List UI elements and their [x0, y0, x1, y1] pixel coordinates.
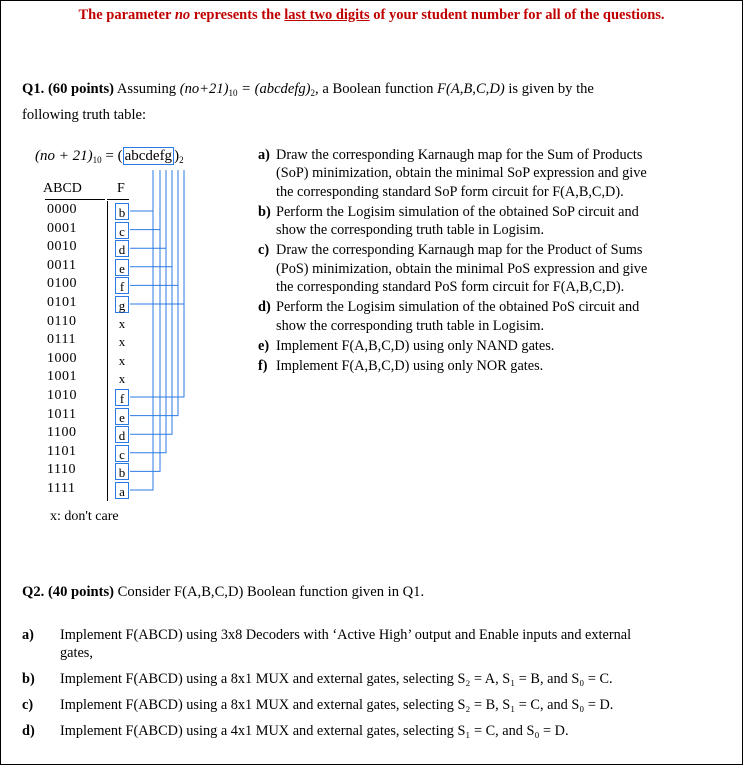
- table-row-abcd: 1101: [47, 443, 77, 459]
- q2-item: [22, 670, 631, 688]
- q2-item-text: Implement F(ABCD) using 3x8 Decoders with ‘Active High’ output and Enable inputs and external: [60, 627, 632, 643]
- q1-item-label: d): [258, 299, 271, 316]
- table-row-abcd: 1111: [47, 481, 76, 496]
- table-row-f: a: [115, 482, 129, 499]
- q1-intro-line2: following truth table:: [22, 107, 147, 123]
- connector-line: [130, 170, 166, 453]
- q2-item-text: Implement F(ABCD) using a 8x1 MUX and external gates, selecting S₂ = B, S₁ = C, and S₀ = D.: [60, 697, 614, 713]
- table-row-f: x: [118, 352, 126, 368]
- q1-item-label: a): [258, 147, 270, 163]
- q2-item-text: gates,: [60, 645, 93, 661]
- table-row-f: g: [115, 296, 129, 313]
- q1-item: [258, 203, 647, 240]
- q2-item-text: Implement F(ABCD) using a 4x1 MUX and external gates, selecting S₁ = C, and S₀ = D.: [60, 723, 569, 739]
- q1-item-text: Implement F(A,B,C,D) using only NOR gates.: [276, 358, 544, 375]
- table-row-abcd: 0100: [47, 276, 77, 292]
- q1-item: [258, 337, 647, 355]
- q2-item-label: c): [22, 697, 34, 713]
- table-row-abcd: 0101: [47, 295, 77, 310]
- dont-care-note: x: don't care: [50, 509, 119, 524]
- q1-item-text: (PoS) minimization, obtain the minimal PoS expression and give: [276, 260, 648, 277]
- table-row-f: e: [115, 408, 129, 425]
- col-f-header: F: [117, 181, 125, 196]
- q2-item-label: a): [22, 627, 34, 643]
- connector-line: [130, 170, 184, 397]
- table-row-f: x: [118, 315, 126, 331]
- q1-item-text: Implement F(A,B,C,D) using only NAND gates.: [276, 337, 555, 354]
- q1-item-label: e): [258, 337, 270, 354]
- table-equation: $(no + 21)_{10}$ = ( abcdefg )$_2$: [35, 148, 184, 165]
- table-row-abcd: 0001: [47, 220, 77, 236]
- table-row-abcd: 1001: [47, 369, 77, 385]
- q1-item-label: b): [258, 203, 271, 220]
- q2-item: [22, 696, 631, 714]
- table-row-f: d: [115, 240, 129, 257]
- table-row-abcd: 0010: [47, 239, 77, 255]
- table-row-f: f: [115, 277, 129, 294]
- table-row-f: c: [115, 222, 129, 239]
- table-row-f: e: [115, 259, 129, 276]
- q2-item: [22, 626, 631, 662]
- q2-item-list: [22, 626, 631, 748]
- q2-item: [22, 722, 631, 740]
- q1-item-text: Perform the Logisim simulation of the obtained PoS circuit and: [276, 299, 640, 316]
- table-row-f: c: [115, 445, 129, 462]
- q2-item-label: d): [22, 723, 35, 739]
- table-row-abcd: 1000: [47, 350, 77, 366]
- table-row-f: x: [118, 371, 126, 387]
- table-row-abcd: 1110: [47, 462, 76, 478]
- q1-item: [258, 241, 647, 296]
- table-row-abcd: 0000: [47, 202, 77, 217]
- table-row-f: x: [118, 334, 126, 350]
- q1-item-text: the corresponding standard PoS form circuit for F(A,B,C,D).: [276, 279, 625, 296]
- q1-intro: Q1. (60 points) Assuming $(no+21)_{10}$ = $(abcdefg)_2$, a Boolean function F(A,B,C,D) is given by the: [22, 81, 594, 98]
- connector-line: [130, 170, 160, 471]
- col-abcd-header: ABCD: [43, 181, 82, 196]
- q1-item-list: [258, 146, 647, 378]
- q1-item-text: the corresponding standard SoP form circuit for F(A,B,C,D).: [276, 183, 624, 200]
- connector-line: [130, 170, 153, 490]
- q1-item: [258, 146, 647, 201]
- bit-connectors: [0, 0, 300, 500]
- q1-item-label: c): [258, 242, 270, 259]
- q1-item-text: Draw the corresponding Karnaugh map for the Product of Sums: [276, 242, 643, 259]
- table-row-f: b: [115, 463, 129, 480]
- table-row-abcd: 1010: [47, 388, 77, 403]
- q2-item-label: b): [22, 671, 35, 687]
- q2-item-text: Implement F(ABCD) using a 8x1 MUX and external gates, selecting S₂ = A, S₁ = B, and S₀ = C.: [60, 671, 613, 687]
- q1-item: [258, 298, 647, 335]
- q1-item-text: (SoP) minimization, obtain the minimal SoP expression and give: [276, 165, 647, 182]
- q1-item: [258, 357, 647, 375]
- table-row-f: b: [115, 203, 129, 220]
- q2-intro: Q2. (40 points) Consider F(A,B,C,D) Boolean function given in Q1.: [22, 584, 425, 600]
- table-row-f: f: [115, 389, 129, 406]
- q1-item-text: show the corresponding truth table in Logisim.: [276, 317, 545, 334]
- table-row-abcd: 0110: [47, 313, 77, 329]
- table-row-abcd: 0111: [47, 332, 76, 348]
- table-row-f: d: [115, 426, 129, 443]
- q1-item-text: Draw the corresponding Karnaugh map for the Sum of Products: [276, 147, 643, 163]
- page-header: The parameter no represents the last two digits of your student number for all of the questions.: [78, 7, 665, 23]
- table-row-abcd: 1100: [47, 425, 77, 441]
- q1-item-text: Perform the Logisim simulation of the obtained SoP circuit and: [276, 203, 639, 220]
- underlined-phrase: last two digits: [284, 7, 370, 23]
- table-row-abcd: 0011: [47, 257, 77, 273]
- q1-item-text: show the corresponding truth table in Logisim.: [276, 222, 545, 239]
- connector-line: [130, 170, 178, 416]
- table-row-abcd: 1011: [47, 406, 77, 422]
- equation-bits: abcdefg: [124, 148, 173, 164]
- q1-item-label: f): [258, 358, 268, 375]
